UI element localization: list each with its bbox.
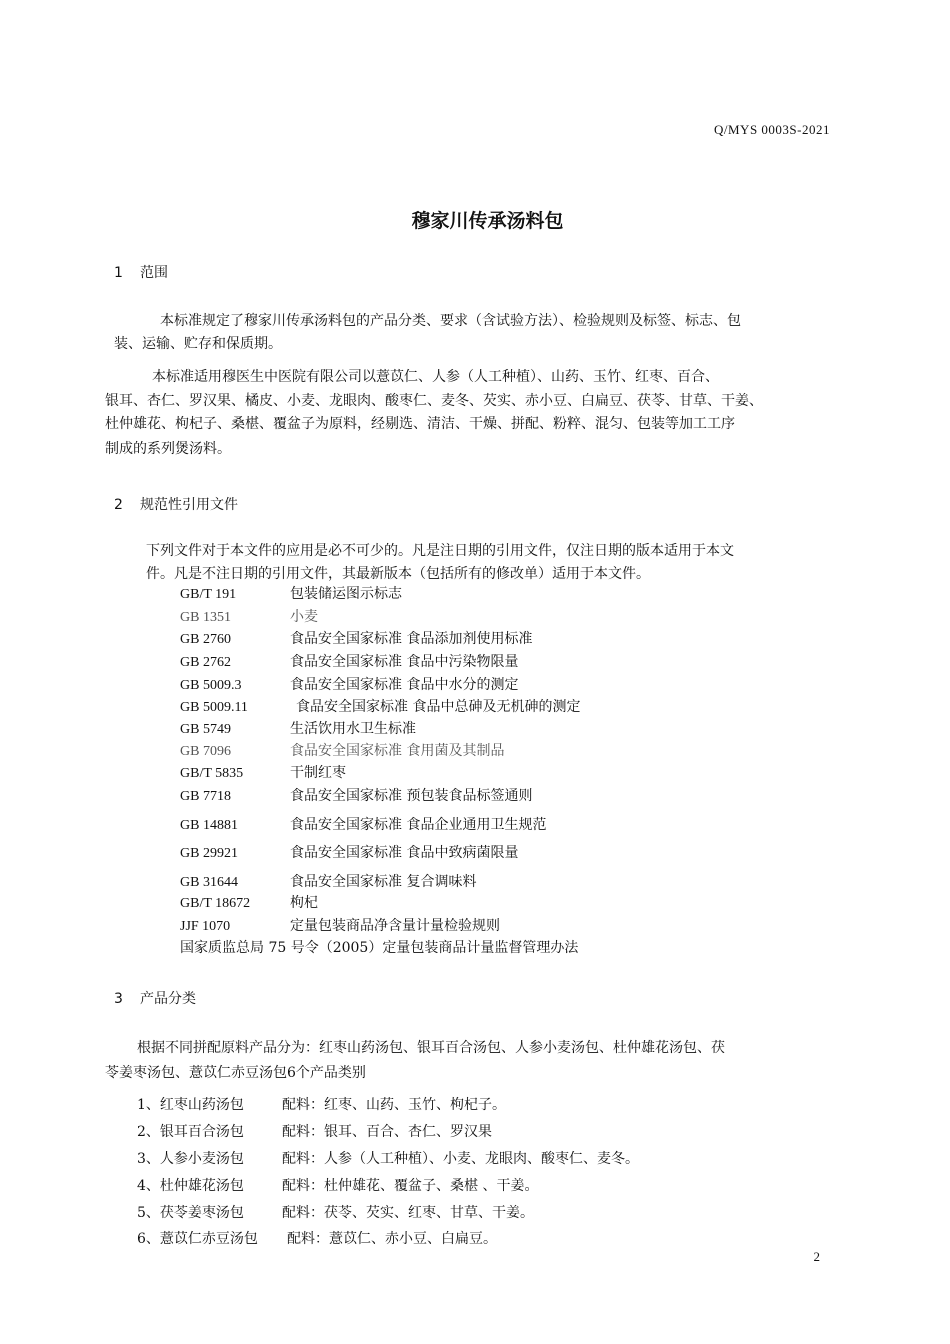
reference-row <box>180 871 476 894</box>
standard-code: Q/MYS 0003S-2021 <box>714 122 830 137</box>
reference-row <box>180 740 504 763</box>
section-3-number: 3 <box>114 991 123 1007</box>
product-ingredients: 配料：薏苡仁、赤小豆、白扁豆。 <box>287 1231 497 1247</box>
product-item <box>137 1121 492 1141</box>
reference-code: GB 7096 <box>180 744 231 759</box>
product-name: 6、薏苡仁赤豆汤包 <box>137 1231 258 1247</box>
reference-row <box>180 606 318 629</box>
reference-name: 枸杞 <box>290 895 318 911</box>
reference-row <box>180 915 500 938</box>
reference-row <box>180 718 416 741</box>
scope-paragraph-2-line-2: 银耳、杏仁、罗汉果、橘皮、小麦、龙眼肉、酸枣仁、麦冬、芡实、赤小豆、白扁豆、茯苓、甘草、干姜、 <box>105 393 763 409</box>
reference-row <box>180 674 518 697</box>
product-ingredients: 配料：杜仲雄花、覆盆子、桑椹 、干姜。 <box>282 1178 539 1194</box>
classification-intro-line-2: 苓姜枣汤包、薏苡仁赤豆汤包6个产品类别 <box>105 1065 366 1081</box>
document-title: 穆家川传承汤料包 <box>411 210 564 232</box>
scope-paragraph-1-line-1: 本标准规定了穆家川传承汤料包的产品分类、要求（含试验方法）、检验规则及标签、标志、包 <box>160 313 741 329</box>
reference-code: GB 1351 <box>180 610 231 625</box>
product-ingredients: 配料：红枣、山药、玉竹、枸杞子。 <box>282 1097 506 1113</box>
reference-name: 食品安全国家标准 食品企业通用卫生规范 <box>290 817 547 833</box>
reference-row <box>180 814 546 837</box>
section-3-title: 产品分类 <box>140 991 196 1007</box>
reference-name: 食品安全国家标准 食品中水分的测定 <box>290 677 519 693</box>
reference-code: GB 5009.3 <box>180 678 242 693</box>
product-item <box>137 1175 538 1195</box>
section-1-heading <box>114 262 168 282</box>
classification-intro-line-1: 根据不同拼配原料产品分为：红枣山药汤包、银耳百合汤包、人参小麦汤包、杜仲雄花汤包、茯 <box>137 1040 725 1056</box>
reference-name: 食品安全国家标准 食品中致病菌限量 <box>290 845 519 861</box>
reference-row-final: 国家质监总局 75 号令（2005）定量包装商品计量监督管理办法 <box>180 940 579 956</box>
reference-code: GB/T 5835 <box>180 766 244 781</box>
reference-name: 小麦 <box>290 609 318 625</box>
reference-code: GB 5749 <box>180 722 231 737</box>
reference-code: GB 2760 <box>180 632 231 647</box>
product-name: 3、人参小麦汤包 <box>137 1151 244 1167</box>
page-number: 2 <box>813 1249 820 1264</box>
section-3-heading <box>114 988 196 1008</box>
reference-name: 食品安全国家标准 预包装食品标签通则 <box>290 788 533 804</box>
reference-row <box>180 785 532 808</box>
reference-code: GB/T 191 <box>180 587 237 602</box>
reference-code: GB 2762 <box>180 655 231 670</box>
reference-row <box>180 892 318 915</box>
product-name: 4、杜仲雄花汤包 <box>137 1178 244 1194</box>
product-ingredients: 配料：人参（人工种植）、小麦、龙眼肉、酸枣仁、麦冬。 <box>282 1151 639 1167</box>
product-item <box>137 1202 534 1222</box>
scope-paragraph-1-line-2: 装、运输、贮存和保质期。 <box>114 336 282 352</box>
reference-row <box>180 651 518 674</box>
reference-code: JJF 1070 <box>180 919 231 934</box>
reference-code: GB 29921 <box>180 846 238 861</box>
reference-name: 食品安全国家标准 食品添加剂使用标准 <box>290 631 533 647</box>
reference-row <box>180 583 402 606</box>
product-item <box>137 1228 497 1248</box>
reference-name: 定量包装商品净含量计量检验规则 <box>290 918 500 934</box>
reference-name: 食品安全国家标准 食用菌及其制品 <box>290 743 505 759</box>
product-name: 5、茯苓姜枣汤包 <box>137 1205 244 1221</box>
references-intro-line-1: 下列文件对于本文件的应用是必不可少的。凡是注日期的引用文件，仅注日期的版本适用于本文 <box>146 543 734 559</box>
reference-code: GB/T 18672 <box>180 896 251 911</box>
section-2-number: 2 <box>114 497 123 513</box>
section-2-title: 规范性引用文件 <box>140 497 238 513</box>
product-ingredients: 配料：茯苓、芡实、红枣、甘草、干姜。 <box>282 1205 534 1221</box>
reference-name: 包装储运图示标志 <box>290 586 402 602</box>
reference-name: 食品安全国家标准 复合调味料 <box>290 874 477 890</box>
section-1-number: 1 <box>114 265 123 281</box>
product-name: 2、银耳百合汤包 <box>137 1124 244 1140</box>
reference-code: GB 5009.11 <box>180 700 248 715</box>
reference-name: 食品安全国家标准 食品中污染物限量 <box>290 654 519 670</box>
reference-name: 干制红枣 <box>290 765 346 781</box>
section-2-heading <box>114 494 238 514</box>
reference-code: GB 7718 <box>180 789 231 804</box>
reference-row <box>180 628 532 651</box>
product-ingredients: 配料：银耳、百合、杏仁、罗汉果 <box>282 1124 492 1140</box>
reference-code: GB 14881 <box>180 818 238 833</box>
scope-paragraph-2-line-3: 杜仲雄花、枸杞子、桑椹、覆盆子为原料，经剔选、清洁、干燥、拼配、粉粹、混匀、包装等加工工序 <box>105 416 735 432</box>
reference-name: 食品安全国家标准 食品中总砷及无机砷的测定 <box>296 699 581 715</box>
reference-code: GB 31644 <box>180 875 238 890</box>
reference-name: 生活饮用水卫生标准 <box>290 721 416 737</box>
references-intro-line-2: 件。凡是不注日期的引用文件，其最新版本（包括所有的修改单）适用于本文件。 <box>146 566 650 582</box>
reference-row <box>180 842 518 865</box>
product-item <box>137 1094 506 1114</box>
reference-row <box>180 696 580 719</box>
product-name: 1、红枣山药汤包 <box>137 1097 244 1113</box>
section-1-title: 范围 <box>140 265 168 281</box>
reference-row <box>180 762 346 785</box>
scope-paragraph-2-line-4: 制成的系列煲汤料。 <box>105 441 231 457</box>
scope-paragraph-2-line-1: 本标准适用穆医生中医院有限公司以薏苡仁、人参（人工种植）、山药、玉竹、红枣、百合、 <box>152 369 719 385</box>
product-item <box>137 1148 639 1168</box>
